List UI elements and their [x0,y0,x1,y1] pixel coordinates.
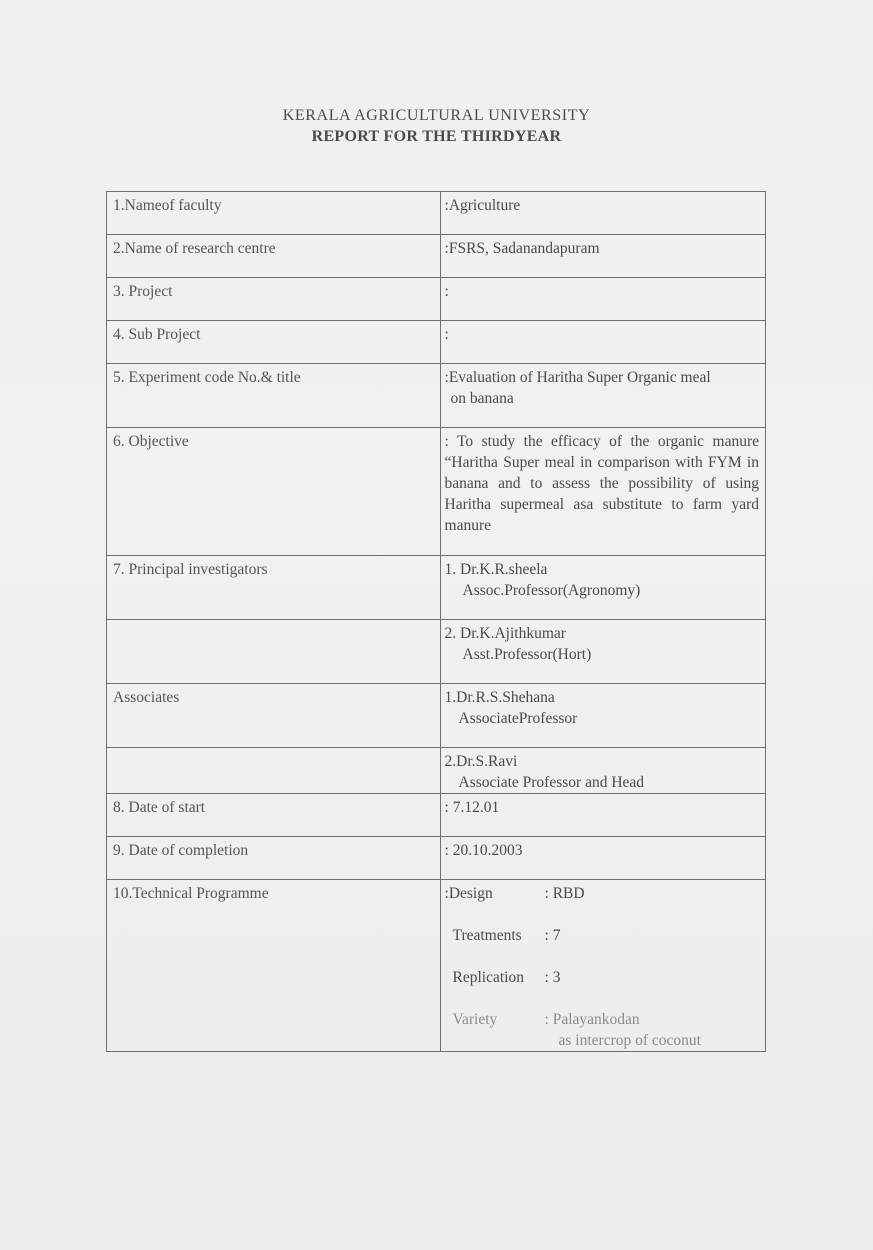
associate-1-title: AssociateProfessor [458,710,578,727]
associate-1 [440,684,765,748]
treatments-line [453,925,759,946]
investigator-1-name: 1. Dr.K.R.sheela [444,561,548,578]
table-row [107,321,766,364]
investigator-2-title: Asst.Professor(Hort) [462,646,592,663]
table-row [107,192,766,235]
investigator-1-title: Assoc.Professor(Agronomy) [462,582,641,599]
variety-line [453,1009,759,1030]
table-row [107,880,766,1052]
objective-value: : To study the efficacy of the organic manure “Haritha Super meal in comparison with FYM in banana and to assess the possibility of using Haritha supermeal asa substitute to farm yard manure [440,428,765,556]
empty-cell [107,748,441,794]
table-row [107,364,766,428]
replication-value: : 3 [544,969,561,986]
treatments-value: : 7 [544,927,561,944]
completion-value: : 20.10.2003 [440,837,765,880]
table-row [107,837,766,880]
project-label: 3. Project [107,278,441,321]
empty-cell [107,620,441,684]
sub-project-label: 4. Sub Project [107,321,441,364]
project-value: : [440,278,765,321]
experiment-value [440,364,765,428]
report-title: REPORT FOR THE THIRDYEAR [311,128,562,145]
variety-value: : Palayankodan [544,1011,640,1028]
university-title: KERALA AGRICULTURAL UNIVERSITY [282,107,591,124]
experiment-label: 5. Experiment code No.& title [107,364,441,428]
design-value: : RBD [544,885,585,902]
technical-value [440,880,765,1052]
report-table [106,191,766,1052]
table-row [107,235,766,278]
centre-label: 2.Name of research centre [107,235,441,278]
investigator-2-name: 2. Dr.K.Ajithkumar [444,625,566,642]
design-key: :Design [444,885,493,902]
associate-2 [440,748,765,794]
associate-2-name: 2.Dr.S.Ravi [444,753,518,770]
investigator-1 [440,556,765,620]
associates-label: Associates [107,684,441,748]
associate-2-title: Associate Professor and Head [458,774,645,791]
objective-label: 6. Objective [107,428,441,556]
table-row [107,428,766,556]
table-row [107,748,766,794]
associate-1-name: 1.Dr.R.S.Shehana [444,689,555,706]
replication-key: Replication [452,969,524,986]
table-row [107,684,766,748]
table-row [107,556,766,620]
start-value: : 7.12.01 [440,794,765,837]
experiment-title-line1: :Evaluation of Haritha Super Organic meal [444,369,711,386]
sub-project-value: : [440,321,765,364]
faculty-label: 1.Nameof faculty [107,192,441,235]
variety-note: as intercrop of coconut [558,1032,701,1049]
completion-label: 9. Date of completion [107,837,441,880]
centre-value: :FSRS, Sadanandapuram [440,235,765,278]
start-label: 8. Date of start [107,794,441,837]
design-line [445,883,759,904]
replication-line [453,967,759,988]
variety-key: Variety [452,1011,498,1028]
table-row [107,620,766,684]
table-row [107,794,766,837]
faculty-value: :Agriculture [440,192,765,235]
document-header [0,106,873,147]
technical-label: 10.Technical Programme [107,880,441,1052]
treatments-key: Treatments [452,927,522,944]
investigators-label: 7. Principal investigators [107,556,441,620]
table-row [107,278,766,321]
experiment-title-line2: on banana [450,390,514,407]
investigator-2 [440,620,765,684]
